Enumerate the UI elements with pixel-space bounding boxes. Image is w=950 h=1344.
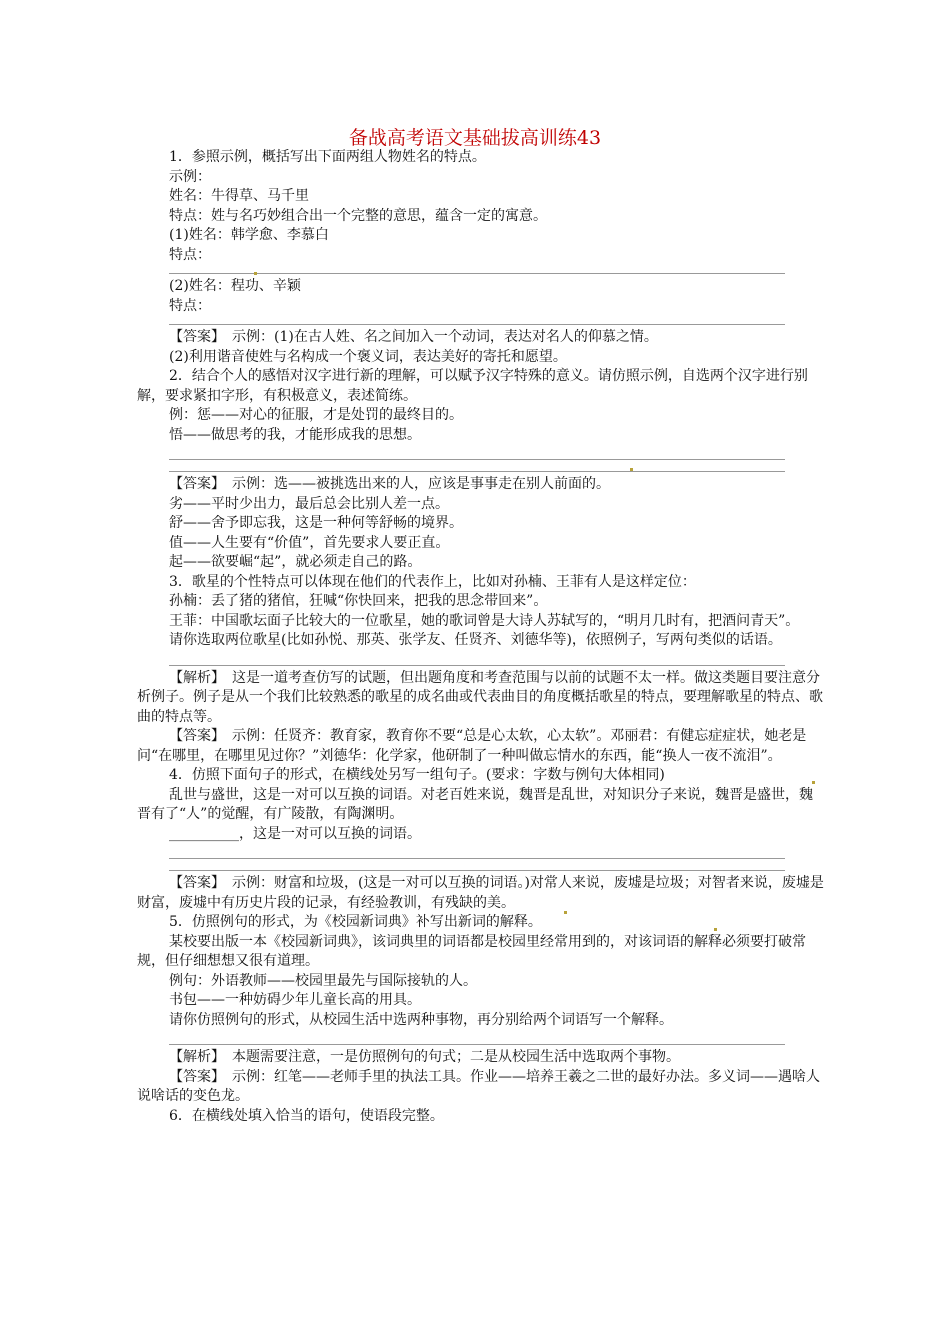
answer-blank-line [169,463,785,472]
text-line: 姓名：牛得草、马千里 [169,188,309,204]
text-line: (1)姓名：韩学愈、李慕白 [169,227,329,243]
answer-blank-line [169,651,785,666]
question-4: 4．仿照下面句子的形式，在横线处另写一组句子。(要求：字数与例句大体相同) [169,767,665,783]
answer-5: 【答案】 示例：红笔——老师手里的执法工具。作业——培养王羲之二世的最好办法。多义词——遇啥人说啥话的变色龙。 [137,1068,820,1104]
answer-blank-line [169,265,785,274]
answer-1: 【答案】 示例：(1)在古人姓、名之间加入一个动词，表达对名人的仰慕之情。 [169,329,658,345]
speck-mark [714,928,717,931]
answer-2: 【答案】 示例：选——被挑选出来的人，应该是事事走在别人前面的。 [169,476,610,492]
answer-4: 【答案】 示例：财富和垃圾，(这是一对可以互换的词语。)对常人来说，废墟是垃圾；对智者来说，废墟是财富，废墟中有历史片段的记录，有经验教训，有残缺的美。 [137,875,824,911]
text-line: 舒——舍予即忘我，这是一种何等舒畅的境界。 [169,515,463,531]
text-line: 示例： [169,168,211,185]
text-line: 起——欲要崛“起”，就必须走自己的路。 [169,554,422,570]
analysis-3: 【解析】 这是一道考查仿写的试题，但出题角度和考查范围与以前的试题不太一样。做这类题目要注意分析例子。例子是从一个我们比较熟悉的歌星的成名曲或代表曲目的角度概括歌星的特点，要理解歌星的特点、歌曲的特点等。 [137,669,823,725]
question-2: 2．结合个人的感悟对汉字进行新的理解，可以赋予汉字特殊的意义。请仿照示例，自选两个汉字进行别解，要求紧扣字形，有积极意义，表述简练。 [137,368,808,404]
text-line: 特点： [169,297,211,314]
text-line: 例句：外语教师——校园里最先与国际接轨的人。 [169,972,477,989]
text-line: 请你选取两位歌星(比如孙悦、那英、张学友、任贤齐、刘德华等)，依照例子，写两句类似的话语。 [169,632,782,648]
speck-mark [254,272,257,275]
text-line: 孙楠：丢了猪的猪倌，狂喊“你快回来，把我的思念带回来”。 [169,593,548,609]
question-3: 3．歌星的个性特点可以体现在他们的代表作上，比如对孙楠、王菲有人是这样定位： [169,573,696,590]
text-line: 书包——一种妨碍少年儿童长高的用具。 [169,992,421,1008]
answer-3: 【答案】 示例：任贤齐：教育家，教育你不要“总是心太软，心太软”。邓丽君：有健忘症症状，她老是问“在哪里，在哪里见过你？”刘德华：化学家，他研制了一种叫做忘情水的东西，能“换人一夜不流泪”。 [137,728,807,764]
speck-mark [564,911,567,914]
answer-blank-line [169,445,785,460]
text-line: 请你仿照例句的形式，从校园生活中选两种事物，再分别给两个词语写一个解释。 [169,1011,673,1028]
document-title: 备战高考语文基础拔高训练43 [348,127,602,149]
text-line: (2)姓名：程功、辛颖 [169,278,301,294]
text-line: 某校要出版一本《校园新词典》，该词典里的词语都是校园里经常用到的，对该词语的解释必须要打破常规，但仔细想想又很有道理。 [137,933,806,969]
document-body [137,148,825,1126]
answer-blank-line [169,316,785,325]
text-line: 特点：姓与名巧妙组合出一个完整的意思，蕴含一定的寓意。 [169,207,547,224]
answer-blank-line [169,1030,785,1045]
question-5: 5．仿照例句的形式，为《校园新词典》补写出新词的解释。 [169,914,542,930]
text-line: 王菲：中国歌坛面子比较大的一位歌星，她的歌词曾是大诗人苏轼写的，“明月几时有，把酒问青天”。 [169,612,800,629]
analysis-5: 【解析】 本题需要注意，一是仿照例句的句式；二是从校园生活中选取两个事物。 [169,1049,680,1065]
answer-blank-line [169,862,785,871]
question-1: 1．参照示例，概括写出下面两组人物姓名的特点。 [169,149,486,165]
text-line: 例：惩——对心的征服，才是处罚的最终目的。 [169,407,463,423]
question-6: 6．在横线处填入恰当的语句，使语段完整。 [169,1107,444,1124]
text-line: 悟——做思考的我，才能形成我的思想。 [169,426,421,443]
answer-blank-line [169,844,785,859]
speck-mark [812,781,815,784]
text-line: 特点： [169,246,211,263]
text-line: 劣——平时少出力，最后总会比别人差一点。 [169,495,449,512]
text-line: (2)利用谐音使姓与名构成一个褒义词，表达美好的寄托和愿望。 [169,348,567,365]
speck-mark [630,468,633,471]
text-line: 乱世与盛世，这是一对可以互换的词语。对老百姓来说，魏晋是乱世，对知识分子来说，魏晋是盛世，魏晋有了“人”的觉醒，有广陵散，有陶渊明。 [137,786,813,822]
text-line: 值——人生要有“价值”，首先要求人要正直。 [169,534,450,551]
text-line: __________，这是一对可以互换的词语。 [169,825,421,842]
